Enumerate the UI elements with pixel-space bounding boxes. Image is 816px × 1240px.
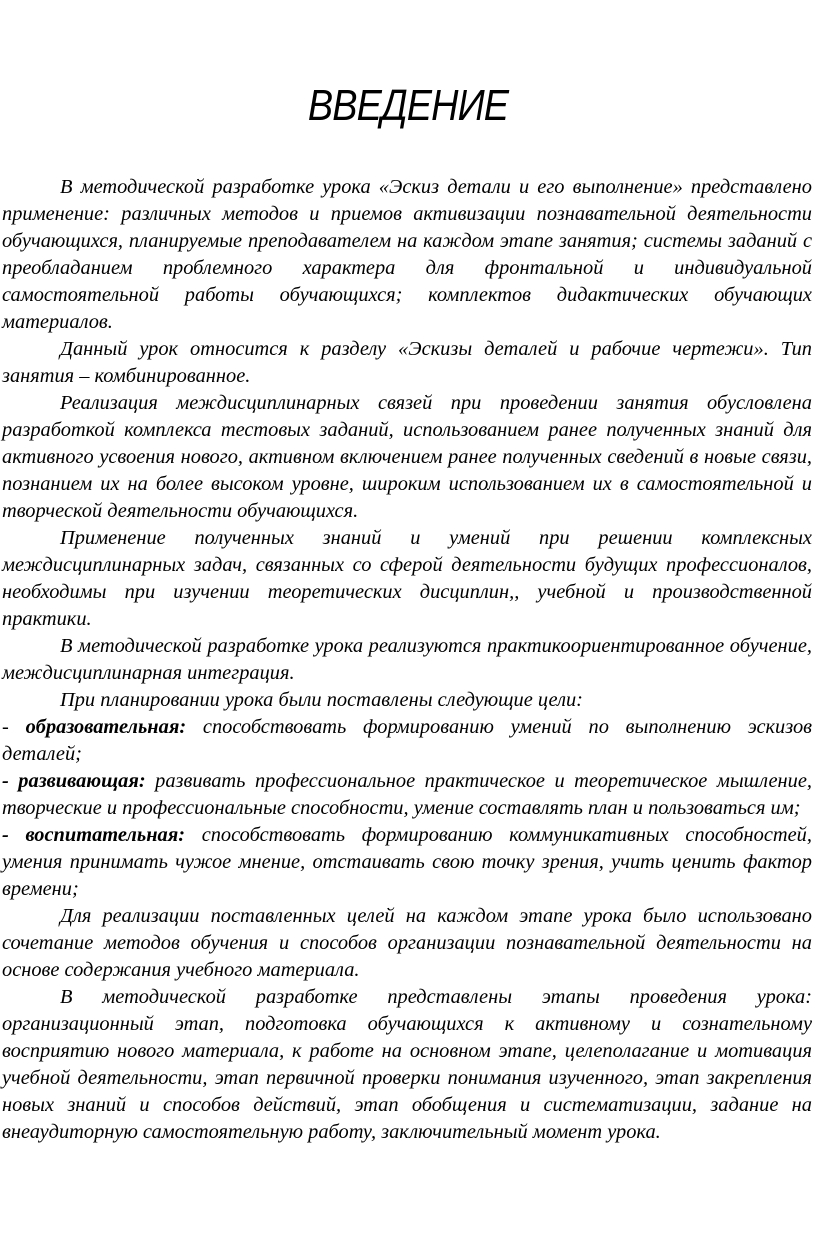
goal-developing-label: - развивающая: (2, 770, 146, 792)
paragraph-application: Применение полученных знаний и умений при решении комплексных междисциплинарных задач, связанных со сферой деятельности будущих профессионалов, необходимы при изучении теоретических дисциплин,, учебной и производственной практики. (2, 527, 812, 630)
paragraph-interdisciplinary: Реализация междисциплинарных связей при проведении занятия обусловлена разработкой комплекса тестовых заданий, использованием ранее полученных знаний для активного усвоения нового, активном включением ранее полученных сведений в новые связи, познанием их на более высоком уровне, широким использованием их в самостоятельной и творческой деятельности обучающихся. (2, 392, 812, 522)
document-body (2, 174, 812, 1146)
goal-developing (2, 768, 812, 822)
paragraph-practice-oriented: В методической разработке урока реализуются практикоориентированное обучение, междисциплинарная интеграция. (2, 635, 812, 684)
page-title: ВВЕДЕНИЕ (307, 81, 509, 130)
paragraph-methods: Для реализации поставленных целей на каждом этапе урока было использовано сочетание методов обучения и способов организации познавательной деятельности на основе содержания учебного материала. (2, 905, 812, 981)
paragraph-lesson-section: Данный урок относится к разделу «Эскизы деталей и рабочие чертежи». Тип занятия – комбинированное. (2, 338, 812, 387)
goal-developing-text: развивать профессиональное практическое и теоретическое мышление, творческие и профессиональные способности, умение составлять план и пользоваться им; (2, 770, 812, 819)
goal-upbringing-text: способствовать формированию коммуникативных способностей, умения принимать чужое мнение, отстаивать свою точку зрения, учить ценить фактор времени; (2, 824, 812, 900)
goal-educational-text: способствовать формированию умений по выполнению эскизов деталей; (2, 716, 812, 765)
goal-educational (2, 714, 812, 768)
goal-upbringing-label: - воспитательная: (2, 824, 186, 846)
goal-educational-label: образовательная: (25, 716, 187, 738)
goal-educational-prefix: - (2, 716, 26, 738)
paragraph-intro: В методической разработке урока «Эскиз детали и его выполнение» представлено применение: различных методов и приемов активизации познавательной деятельности обучающихся, планируемые преподавателем на каждом этапе занятия; системы заданий с преобладанием проблемного характера для фронтальной и индивидуальной самостоятельной работы обучающихся; комплектов дидактических обучающих материалов. (2, 176, 812, 333)
paragraph-stages: В методической разработке представлены этапы проведения урока: организационный этап, подготовка обучающихся к активному и сознательному восприятию нового материала, к работе на основном этапе, целеполагание и мотивация учебной деятельности, этап первичной проверки понимания изученного, этап закрепления новых знаний и способов действий, этап обобщения и систематизации, задание на внеаудиторную самостоятельную работу, заключительный момент урока. (2, 986, 812, 1143)
goal-upbringing (2, 822, 812, 903)
paragraph-goals-intro: При планировании урока были поставлены следующие цели: (60, 689, 583, 711)
